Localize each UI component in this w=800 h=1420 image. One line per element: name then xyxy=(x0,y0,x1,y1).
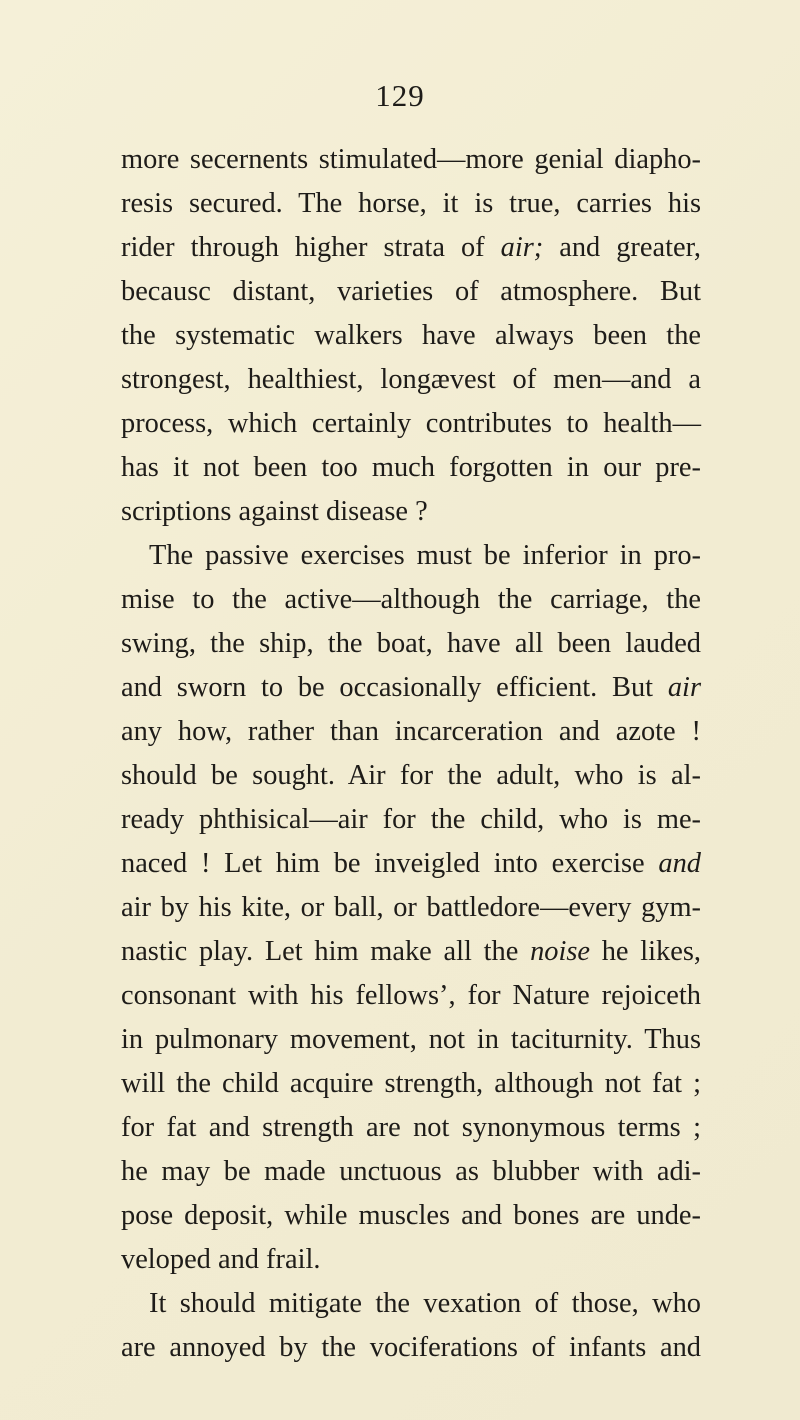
text-run: will the child acquire strength, although not fat ; xyxy=(121,1068,701,1099)
italic-text: and xyxy=(658,848,701,879)
text-line xyxy=(121,490,701,534)
text-run: and greater, xyxy=(543,232,701,263)
text-line xyxy=(121,842,701,886)
body-text xyxy=(121,138,701,1370)
text-line xyxy=(121,1194,701,1238)
text-line xyxy=(121,710,701,754)
text-line xyxy=(121,402,701,446)
text-run: process, which certainly contributes to health— xyxy=(121,408,701,439)
text-line xyxy=(121,666,701,710)
text-run: in pulmonary movement, not in taciturnity. Thus xyxy=(121,1024,701,1055)
page-number: 129 xyxy=(375,78,425,113)
text-line xyxy=(121,798,701,842)
text-run: resis secured. The horse, it is true, carries his xyxy=(121,188,701,219)
text-line xyxy=(121,534,701,578)
text-run: mise to the active—although the carriage, the xyxy=(121,584,701,615)
text-run: naced ! Let him be inveigled into exercise xyxy=(121,848,659,879)
text-line xyxy=(121,930,701,974)
text-line xyxy=(121,270,701,314)
italic-text: noise xyxy=(530,936,590,967)
text-line xyxy=(121,182,701,226)
text-line xyxy=(121,226,701,270)
text-line xyxy=(121,314,701,358)
text-run: should be sought. Air for the adult, who is al- xyxy=(121,760,701,791)
text-line xyxy=(121,358,701,402)
text-run: more secernents stimulated—more genial diapho- xyxy=(121,144,701,175)
text-line xyxy=(121,1018,701,1062)
text-line xyxy=(121,1106,701,1150)
text-run: for fat and strength are not synonymous terms ; xyxy=(121,1112,701,1143)
text-line xyxy=(121,138,701,182)
text-line xyxy=(121,974,701,1018)
text-run: pose deposit, while muscles and bones are unde- xyxy=(121,1200,701,1231)
text-line xyxy=(121,886,701,930)
text-run: he likes, xyxy=(590,936,701,967)
text-line xyxy=(121,578,701,622)
text-run: are annoyed by the vociferations of infants and xyxy=(121,1332,701,1363)
text-run: strongest, healthiest, longævest of men—and a xyxy=(121,364,701,395)
italic-text: air xyxy=(667,672,701,703)
text-run: air by his kite, or ball, or battledore—every gym- xyxy=(121,892,701,923)
text-line xyxy=(121,1238,701,1282)
text-run: he may be made unctuous as blubber with adi- xyxy=(121,1156,701,1187)
text-run: scriptions against disease ? xyxy=(121,496,428,527)
text-run: ready phthisical—air for the child, who is me- xyxy=(121,804,701,835)
text-run: nastic play. Let him make all the xyxy=(121,936,531,967)
italic-text: air; xyxy=(500,232,544,263)
text-line xyxy=(121,754,701,798)
text-run: any how, rather than incarceration and azote ! xyxy=(121,716,701,747)
text-run: consonant with his fellows’, for Nature rejoiceth xyxy=(121,980,701,1011)
text-line xyxy=(121,1062,701,1106)
text-line xyxy=(121,446,701,490)
text-line xyxy=(121,1150,701,1194)
text-run: becausc distant, varieties of atmosphere. But xyxy=(121,276,701,307)
text-run: veloped and frail. xyxy=(121,1244,321,1275)
text-run: swing, the ship, the boat, have all been lauded xyxy=(121,628,701,659)
text-run: It should mitigate the vexation of those, who xyxy=(149,1288,701,1319)
text-run: The passive exercises must be inferior in pro- xyxy=(149,540,701,571)
text-line xyxy=(121,622,701,666)
text-run: the systematic walkers have always been the xyxy=(121,320,701,351)
text-run: and sworn to be occasionally efficient. But xyxy=(121,672,668,703)
text-line xyxy=(121,1282,701,1326)
text-run: has it not been too much forgotten in our pre- xyxy=(121,452,701,483)
text-line xyxy=(121,1326,701,1370)
text-run: rider through higher strata of xyxy=(121,232,501,263)
